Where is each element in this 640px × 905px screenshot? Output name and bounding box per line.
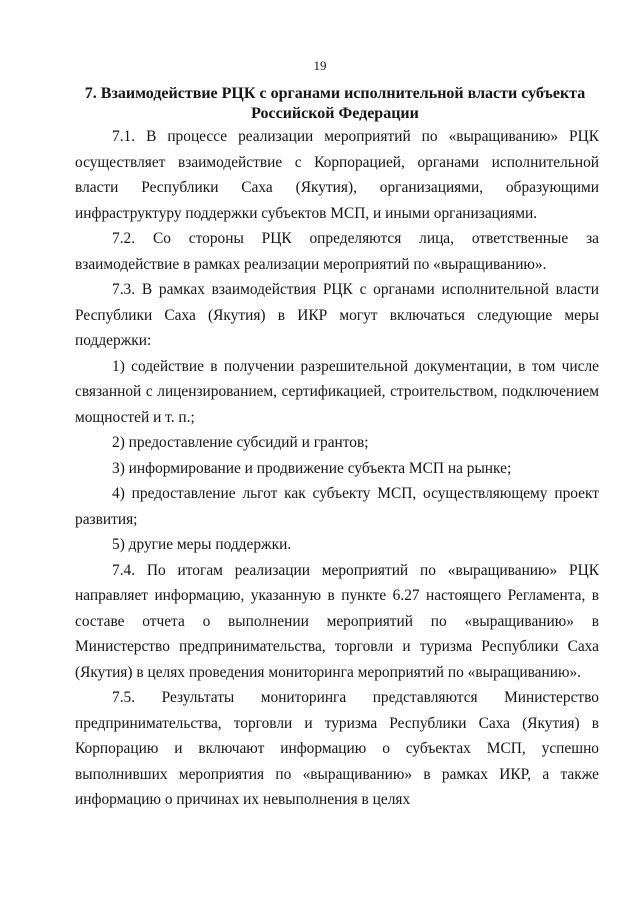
paragraph-7-2: 7.2. Со стороны РЦК определяются лица, ответственные за взаимодействие в рамках реализации мероприятий по «выращиванию». xyxy=(75,230,599,273)
list-item-4: 4) предоставление льгот как субъекту МСП, осуществляющему проект развития; xyxy=(75,485,599,528)
paragraph-7-5: 7.5. Результаты мониторинга представляются Министерство предпринимательства, торговли и туризма Республики Саха (Якутия) в Корпорацию и включают информацию о субъектах МСП, успешно выполнивших мероприятия по «выращиванию» в рамках ИКР, а также информацию о причинах их невыполнения в целях xyxy=(75,689,599,808)
section-heading-line-2: Российской Федерации xyxy=(251,105,419,122)
page-number: 19 xyxy=(313,58,327,73)
list-item-3: 3) информирование и продвижение субъекта МСП на рынке; xyxy=(112,459,512,477)
section-body xyxy=(75,124,599,813)
list-item-5: 5) другие меры поддержки. xyxy=(112,536,292,553)
section-heading xyxy=(70,84,600,124)
section-heading-line-1: 7. Взаимодействие РЦК с органами исполнительной власти субъекта xyxy=(84,85,586,102)
paragraph-7-1: 7.1. В процессе реализации мероприятий по «выращиванию» РЦК осуществляет взаимодействие с Корпорацией, органами исполнительной власти Республики Саха (Якутия), организациями, образующими инфраструктуру поддержки субъектов МСП, и иными организациями. xyxy=(75,128,599,222)
list-item-2: 2) предоставление субсидий и грантов; xyxy=(112,434,369,451)
paragraph-7-3: 7.3. В рамках взаимодействия РЦК с органами исполнительной власти Республики Саха (Якутия) в ИКР могут включаться следующие меры поддержки: xyxy=(75,281,599,349)
paragraph-7-4: 7.4. По итогам реализации мероприятий по «выращиванию» РЦК направляет информацию, указанную в пункте 6.27 настоящего Регламента, в составе отчета о выполнении мероприятий по «выращиванию» в Министерство предпринимательства, торговли и туризма Республики Саха (Якутия) в целях проведения мониторинга мероприятий по «выращиванию». xyxy=(75,561,599,681)
list-item-1: 1) содействие в получении разрешительной документации, в том числе связанной с лицензированием, сертификацией, строительством, подключением мощностей и т. п.; xyxy=(75,357,599,426)
